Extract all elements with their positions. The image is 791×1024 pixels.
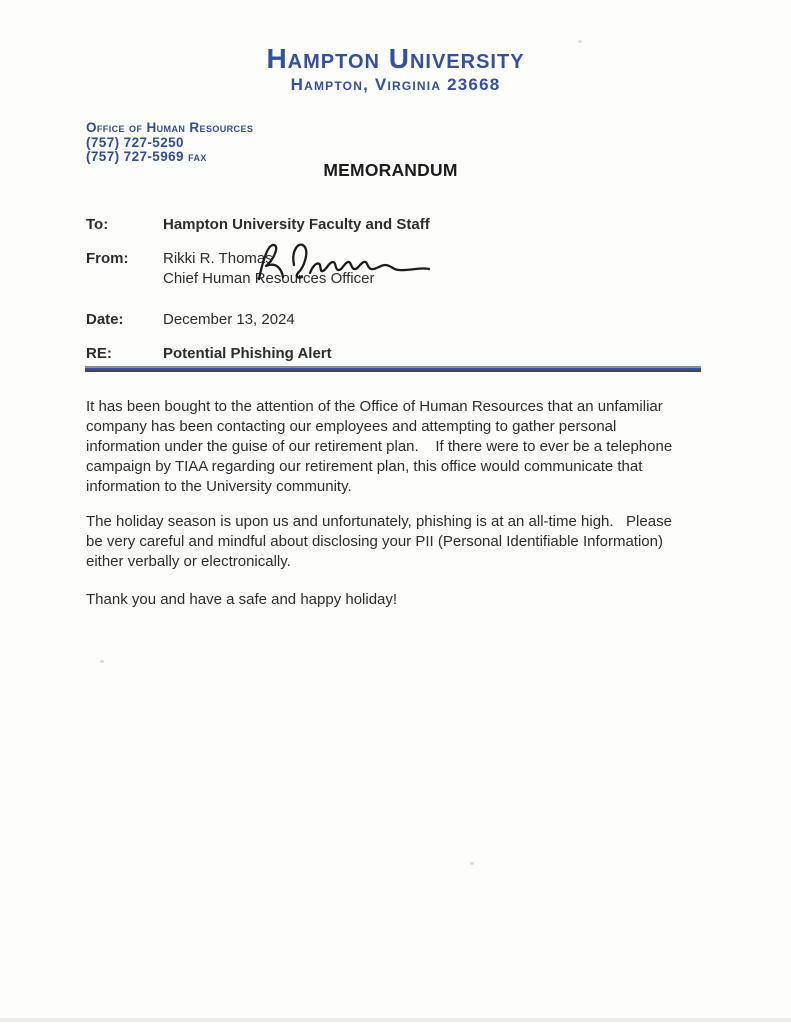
memorandum-title: MEMORANDUM — [323, 160, 458, 180]
date-label: Date: — [86, 311, 124, 328]
paragraph-line: company has been contacting our employees and attempting to gather personal — [86, 418, 617, 435]
to-label: To: — [86, 216, 109, 233]
paragraph-line: Thank you and have a safe and happy holiday! — [86, 591, 398, 608]
paragraph-line: The holiday season is upon us and unfortunately, phishing is at an all-time high. Please — [86, 513, 672, 530]
to-value: Hampton University Faculty and Staff — [163, 216, 430, 233]
re-label: RE: — [86, 345, 112, 362]
header-divider-rule — [85, 366, 701, 372]
from-value: Rikki R. Thomas — [163, 250, 273, 267]
scan-speck — [578, 40, 582, 43]
body-paragraph-1 — [86, 397, 672, 497]
department-name: Office of Human Resources — [86, 120, 254, 135]
date-value: December 13, 2024 — [163, 311, 295, 328]
re-value: Potential Phishing Alert — [163, 345, 332, 362]
divider-stripe-bottom — [85, 370, 701, 372]
paragraph-line: information under the guise of our retirement plan. If there were to ever be a telephone — [86, 438, 673, 455]
department-fax: (757) 727-5969 fax — [86, 149, 207, 164]
department-contact-block — [86, 121, 253, 165]
from-label: From: — [86, 250, 129, 267]
handwritten-signature-icon — [253, 238, 435, 286]
scan-speck — [470, 862, 474, 865]
body-paragraph-2 — [86, 512, 672, 572]
paragraph-line: be very careful and mindful about disclosing your PII (Personal Identifiable Information) — [86, 533, 663, 550]
letterhead — [0, 44, 791, 95]
body-paragraph-3 — [86, 590, 397, 610]
paragraph-line: information to the University community. — [86, 478, 352, 495]
university-location: Hampton, Virginia 23668 — [290, 75, 501, 94]
scan-bottom-edge — [0, 1018, 791, 1022]
university-name: Hampton University — [266, 43, 525, 74]
paragraph-line: campaign by TIAA regarding our retirement plan, this office would communicate that — [86, 458, 643, 475]
from-title: Chief Human Resources Officer — [163, 270, 375, 287]
department-phone: (757) 727-5250 — [86, 134, 184, 150]
scan-speck — [100, 660, 104, 663]
paragraph-line: either verbally or electronically. — [86, 553, 291, 570]
paragraph-line: It has been bought to the attention of the Office of Human Resources that an unfamiliar — [86, 398, 663, 415]
